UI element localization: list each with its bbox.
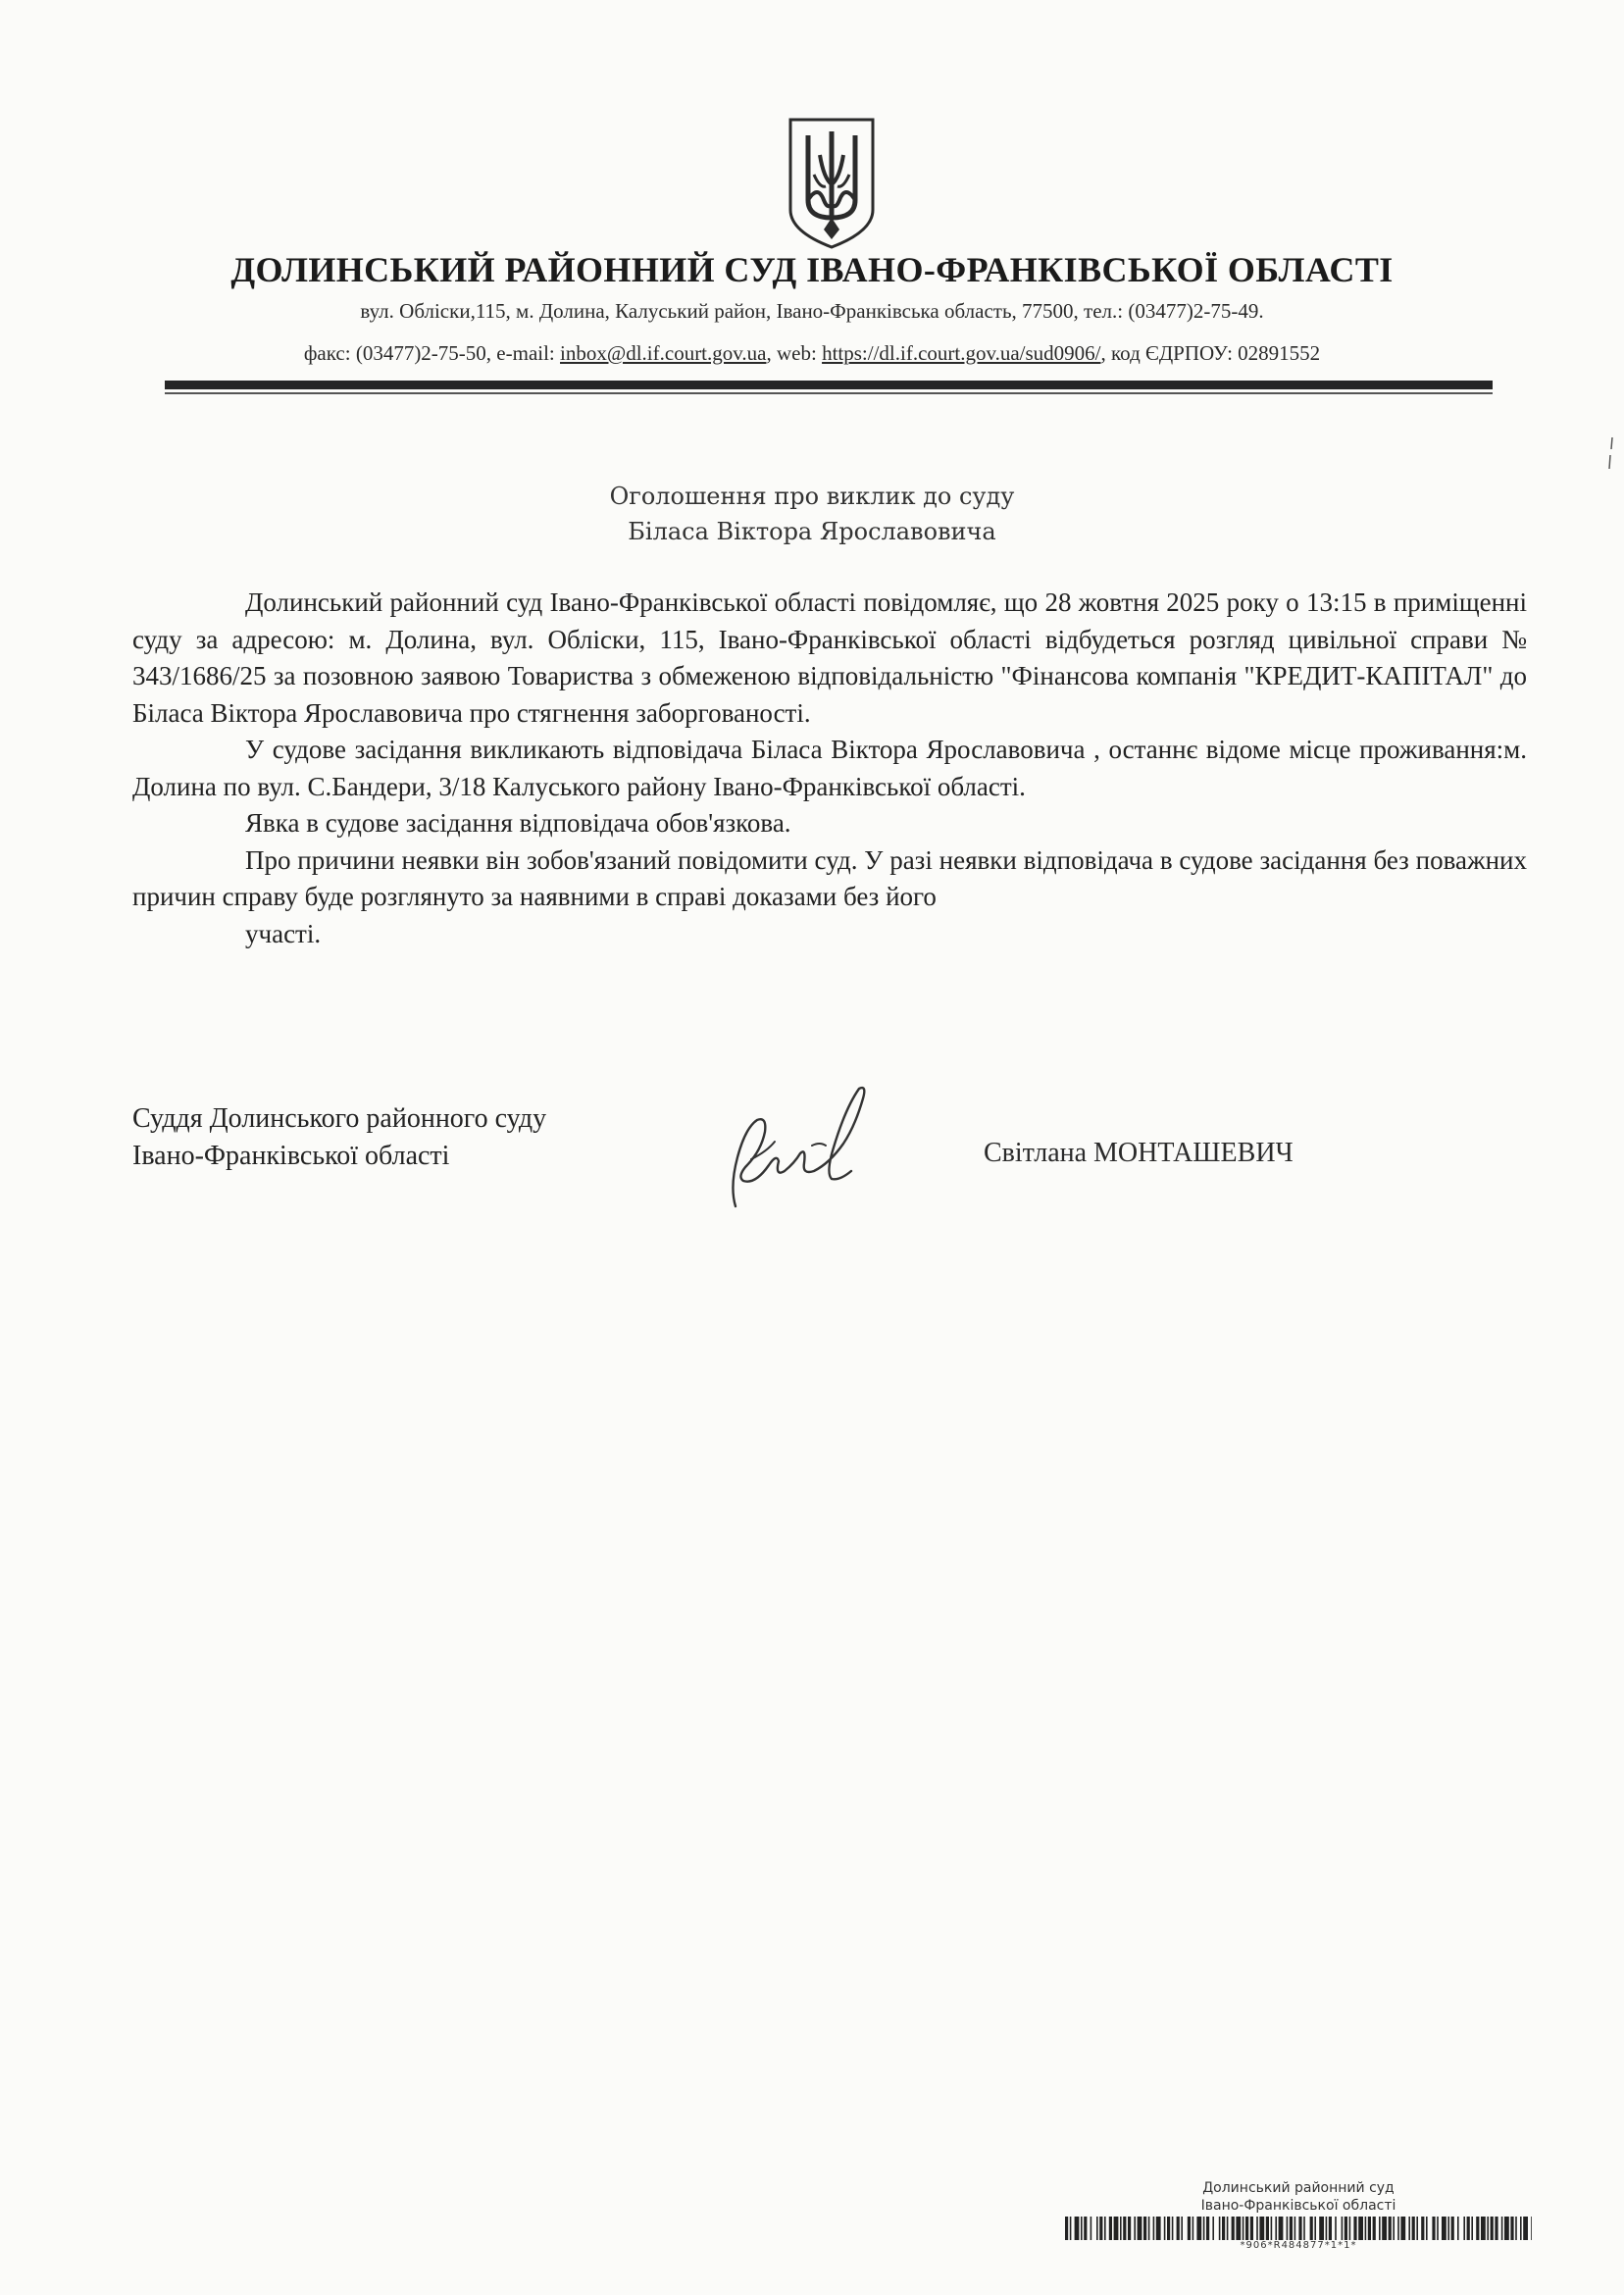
website-link[interactable]: https://dl.if.court.gov.ua/sud0906/ bbox=[822, 341, 1101, 365]
judge-name: Світлана МОНТАШЕВИЧ bbox=[984, 1138, 1294, 1168]
stamp-region: Івано-Франківської області bbox=[1200, 2198, 1396, 2214]
court-contacts bbox=[0, 341, 1624, 366]
barcode bbox=[1065, 2217, 1532, 2240]
fax-text: факс: (03477)2-75-50, e-mail: bbox=[303, 341, 561, 365]
paragraph-hearing: Долинський районний суд Івано-Франківської області повідомляє, що 28 жовтня 2025 року о 13:15 в приміщенні суду за адресою: м. Долина, вул. Обліски, 115, Івано-Франківської області відбудеться розгляд цивільної справи № 343/1686/25 за позовною заявою Товариства з обмеженою відповідальністю "Фінансова компанія "КРЕДИТ-КАПІТАЛ" до Біласа Віктора Ярославовича про стягнення заборгованості. bbox=[132, 587, 1527, 728]
announcement-title: Оголошення про виклик до суду bbox=[609, 483, 1015, 510]
judge-title-line1: Суддя Долинського районного суду bbox=[132, 1103, 547, 1134]
paragraph-absence-tail: участі. bbox=[245, 918, 322, 948]
judge-title bbox=[132, 1100, 546, 1175]
court-name: ДОЛИНСЬКИЙ РАЙОННИЙ СУД ІВАНО-ФРАНКІВСЬКОЇ ОБЛАСТІ bbox=[230, 250, 1394, 289]
paragraph-summons: У судове засідання викликають відповідача Біласа Віктора Ярославовича , останнє відоме місце проживання:м. Долина по вул. С.Бандери, 3/18 Калуського району Івано-Франківської області. bbox=[132, 735, 1527, 801]
header-divider bbox=[165, 381, 1493, 389]
registration-stamp bbox=[1065, 2179, 1532, 2252]
header-divider-thin bbox=[165, 392, 1493, 394]
barcode-code: *906*R484877*1*1* bbox=[1240, 2240, 1357, 2251]
paragraph-absence: Про причини неявки він зобов'язаний повідомити суд. У разі неявки відповідача в судове засідання без поважних причин справу буде розглянуто за наявними в справі доказами без його bbox=[132, 844, 1527, 911]
court-address: вул. Обліски,115, м. Долина, Калуський район, Івано-Франківська область, 77500, тел.: (03477)2-75-49. bbox=[360, 299, 1264, 323]
web-label: , web: bbox=[766, 341, 823, 365]
announcement-subject: Біласа Віктора Ярославовича bbox=[628, 518, 996, 545]
handwritten-signature bbox=[716, 1069, 883, 1216]
stamp-court-name: Долинський районний суд bbox=[1202, 2180, 1395, 2196]
announcement-body bbox=[132, 585, 1527, 952]
judge-title-line2: Івано-Франківської області bbox=[132, 1141, 450, 1171]
margin-mark bbox=[1606, 435, 1616, 475]
paragraph-attendance: Явка в судове засідання відповідача обов'язкова. bbox=[245, 808, 791, 838]
edrpou-text: , код ЄДРПОУ: 02891552 bbox=[1100, 341, 1321, 365]
coat-of-arms-icon bbox=[785, 116, 879, 251]
email-link[interactable]: inbox@dl.if.court.gov.ua bbox=[560, 341, 767, 365]
